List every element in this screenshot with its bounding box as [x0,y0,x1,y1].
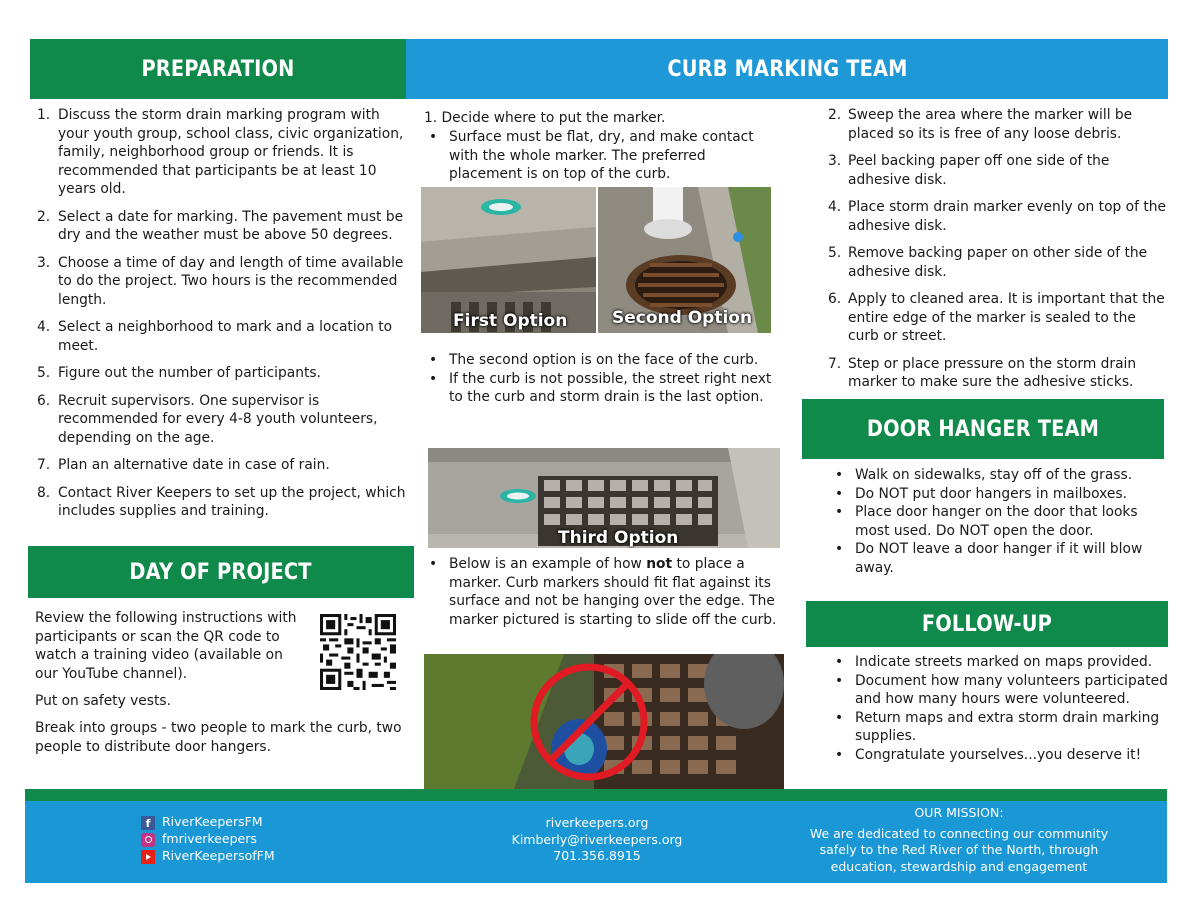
preparation-step: 7. Plan an alternative date in case of rain. [37,457,330,473]
instagram-icon [141,833,155,847]
mission-text: We are dedicated to connecting our community safely to the Red River of the North, through education, stewardship and engagement [809,825,1109,874]
email-link[interactable]: Kimberly@riverkeepers.org [511,831,683,847]
follow-up-header [806,601,1168,647]
youtube-icon [141,850,155,864]
preparation-step: 1. Discuss the storm drain marking program with your youth group, school class, civic organization, family, neighborhood group or friends. It is recommended that participants be at least 10 years old. [37,107,404,197]
door-hanger-team-header [802,399,1164,459]
preparation-step: 3. Choose a time of day and length of time available to do the project. Two hours is the recommended length. [37,254,404,308]
preparation-title: PREPARATION [141,56,295,82]
list-item: • Walk on sidewalks, stay off of the grass. [829,466,1159,485]
mission-statement [793,805,1125,875]
second-option-caption: Second Option [612,308,753,328]
preparation-step: 5. Figure out the number of participants. [37,365,321,381]
list-item: • Do NOT put door hangers in mailboxes. [829,485,1159,504]
facebook-link[interactable]: RiverKeepersFM [162,814,263,830]
mission-title: OUR MISSION: [914,805,1004,820]
preparation-step: 4. Select a neighborhood to mark and a location to meet. [37,319,393,354]
curb-step: 5. Remove backing paper on other side of the adhesive disk. [828,245,1148,280]
list-item: • Surface must be flat, dry, and make contact with the whole marker. The preferred placement is on top of the curb. [423,128,783,184]
preparation-step: 2. Select a date for marking. The pavement must be dry and the weather must be above 50 degrees. [37,208,404,243]
preparation-step: 8. Contact River Keepers to set up the project, which includes supplies and training. [37,484,406,519]
phone-number: 701.356.8915 [553,848,641,863]
curb-marking-team-header [406,39,1168,99]
footer [25,801,1167,883]
preparation-header [30,39,406,99]
instagram-link[interactable]: fmriverkeepers [162,831,257,847]
list-item: • If the curb is not possible, the street right next to the curb and storm drain is the last option. [423,370,785,407]
preparation-step: 6. Recruit supervisors. One supervisor is recommended for every 4-8 youth volunteers, depending on the age. [37,392,378,446]
curb-step-1: 1. Decide where to put the marker. [424,110,666,126]
list-item: • Place door hanger on the door that looks most used. Do NOT open the door. [829,503,1159,540]
list-item: • Return maps and extra storm drain marking supplies. [829,709,1169,746]
footer-green-stripe [25,789,1167,801]
list-item: • The second option is on the face of the curb. [423,351,785,370]
list-item: • Do NOT leave a door hanger if it will blow away. [829,540,1159,577]
curb-step: 4. Place storm drain marker evenly on top of the adhesive disk. [828,199,1166,234]
curb-step: 6. Apply to cleaned area. It is important that the entire edge of the marker is sealed to the curb or street. [828,291,1165,344]
curb-step: 3. Peel backing paper off one side of the adhesive disk. [828,153,1110,188]
break-into-groups-text: Break into groups - two people to mark the curb, two people to distribute door hangers. [35,720,402,755]
qr-code-icon[interactable] [320,614,396,690]
list-item: • Document how many volunteers participated and how many hours were volunteered. [829,672,1169,709]
facebook-icon: f [141,816,155,830]
curb-steps-continued [828,106,1168,392]
curb-step-1-details [423,128,783,184]
social-links [141,814,275,865]
curb-marking-team-title: CURB MARKING TEAM [666,56,908,82]
door-hanger-team-title: DOOR HANGER TEAM [866,416,1100,442]
first-option-caption: First Option [453,311,568,331]
day-of-project-header [28,546,414,598]
day-of-project-title: DAY OF PROJECT [129,559,313,585]
third-option-caption: Third Option [558,528,679,548]
curb-step: 2. Sweep the area where the marker will be placed so its is free of any loose debris. [828,107,1133,142]
follow-up-list [829,653,1169,764]
list-item: • Congratulate yourselves...you deserve it! [829,746,1169,765]
list-item: • Indicate streets marked on maps provided. [829,653,1169,672]
day-of-project-intro: Review the following instructions with participants or scan the QR code to watch a training video (available on our YouTube channel). [35,610,297,682]
door-hanger-list [829,466,1159,577]
curb-options-list [423,351,785,407]
youtube-link[interactable]: RiverKeepersofFM [162,848,275,864]
third-option-photo [428,448,780,548]
curb-step: 7. Step or place pressure on the storm drain marker to make sure the adhesive sticks. [828,355,1137,390]
wrong-placement-photo [424,654,784,789]
list-item: • Below is an example of how not to place a marker. Curb markers should fit flat against its surface and not be hanging over the edge. The marker pictured is starting to slide off the curb. [423,555,787,629]
second-option-photo [598,187,771,333]
website-link[interactable]: riverkeepers.org [545,815,649,830]
follow-up-title: FOLLOW-UP [921,611,1053,637]
contact-info [487,815,707,865]
safety-vests-text: Put on safety vests. [35,693,171,709]
first-option-photo [421,187,596,333]
how-not-to-place-list [423,555,787,629]
preparation-steps [30,106,410,521]
